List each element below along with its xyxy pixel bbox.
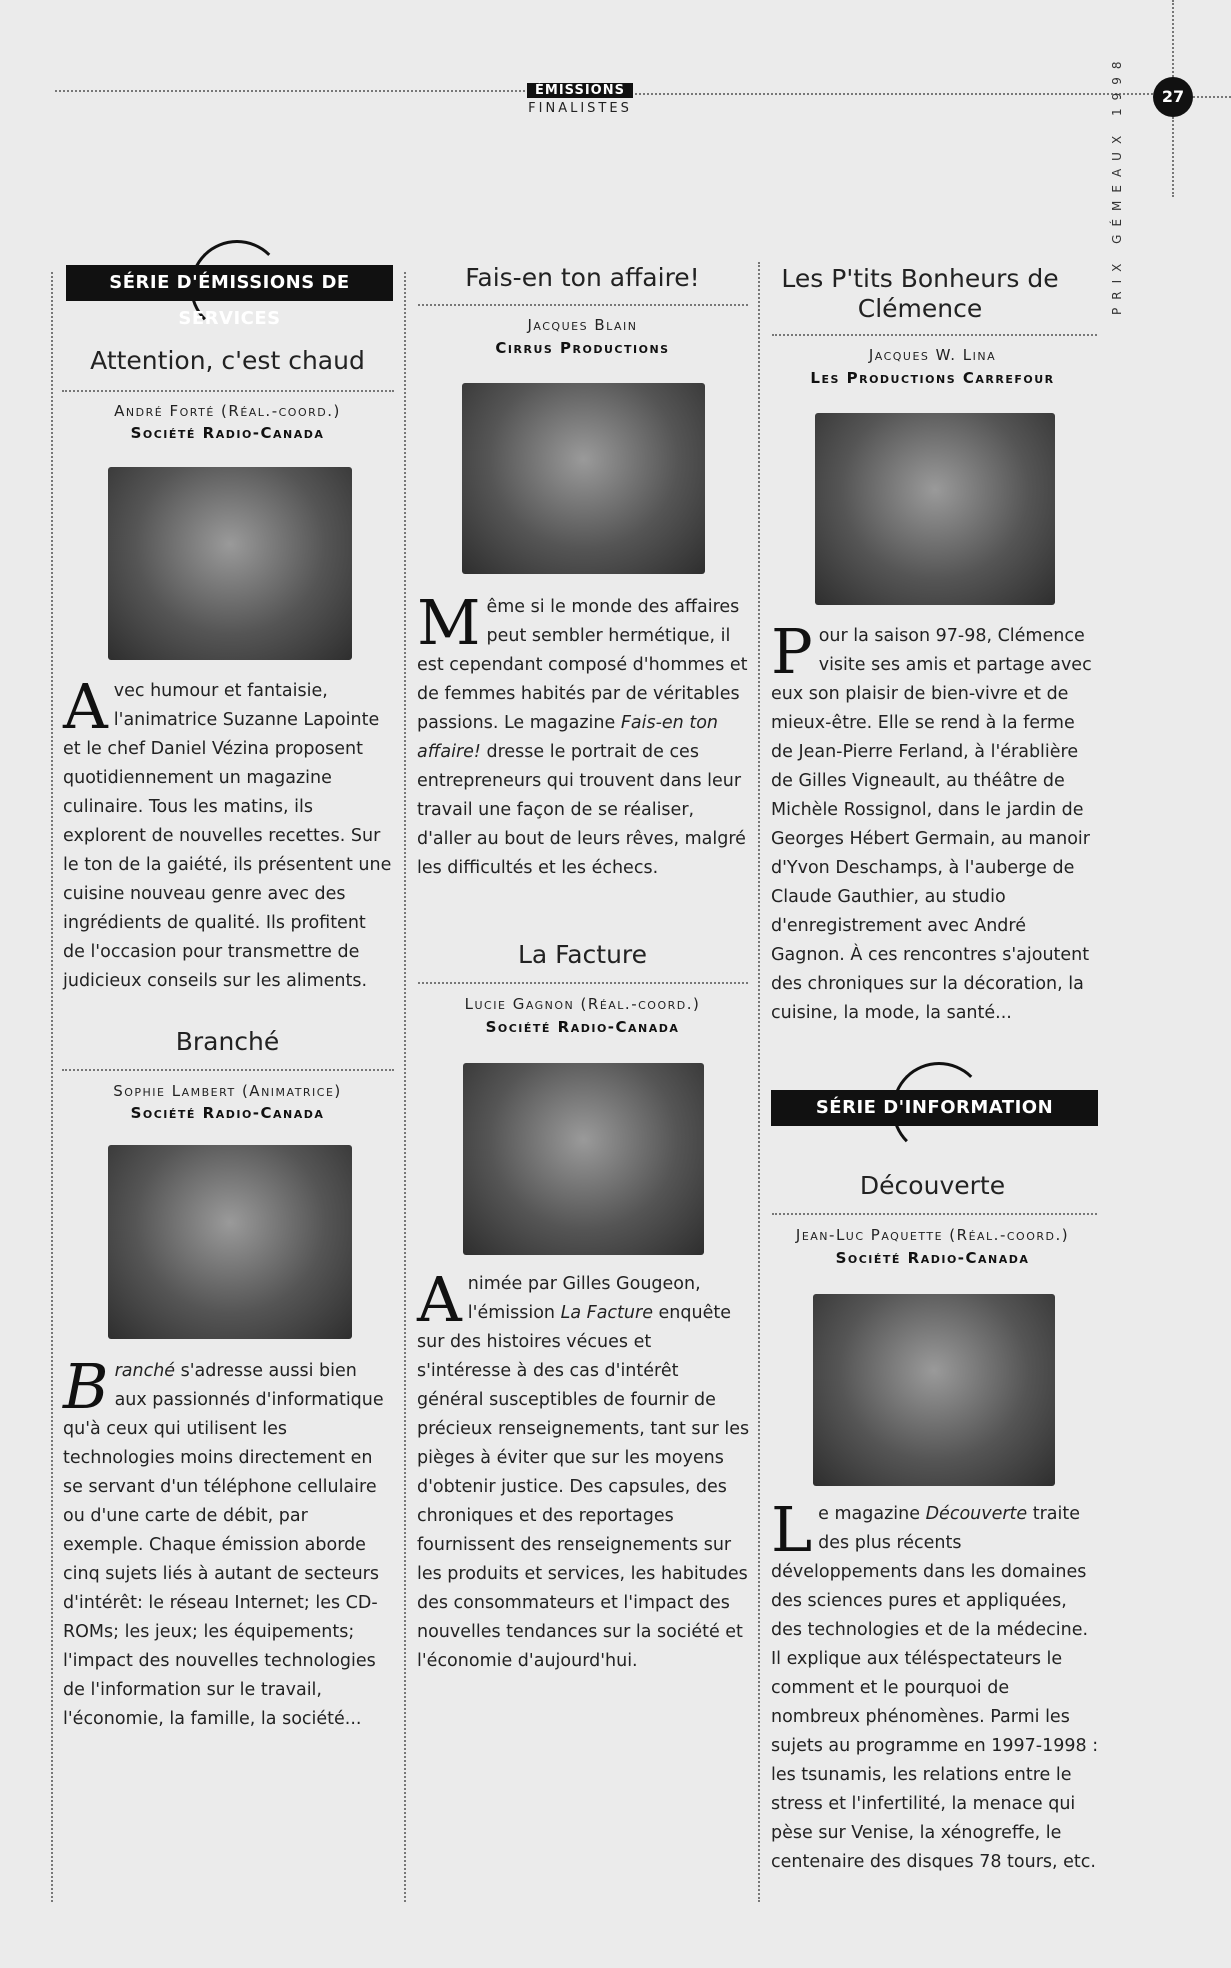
description-text: traite des plus récents développements dans les domaines des sciences pures et appliquées, des technologies et de la médecine. Il explique aux téléspectateurs le comment et le pourquoi de nombreux phénomènes. Parmi les sujets au programme en 1997-1998 : les tsunamis, les relations entre le stress et l'infertilité, la menace qui pèse sur Venise, la xénogreffe, le centenaire des disques 78 tours, etc. bbox=[771, 1504, 1099, 1872]
column-rule-1 bbox=[404, 272, 406, 1902]
title-rule bbox=[62, 390, 394, 392]
title-rule bbox=[772, 1213, 1097, 1215]
description-text: dresse le portrait de ces entrepreneurs qui trouvent dans leur travail une façon de se réaliser, d'aller au bout de leurs rêves, malgré les difficultés et les échecs. bbox=[417, 742, 746, 878]
description-text: nimée par Gilles Gougeon, l'émission bbox=[467, 1274, 701, 1323]
photo-attention bbox=[108, 467, 352, 660]
photo-decouverte bbox=[813, 1294, 1055, 1486]
description-text: e magazine bbox=[818, 1504, 926, 1524]
credit-person: Sophie Lambert (Animatrice) bbox=[113, 1082, 342, 1100]
credit-company: Société Radio-Canada bbox=[130, 1104, 325, 1122]
description-ptits-bonheurs bbox=[771, 615, 1101, 1028]
description-facture bbox=[417, 1263, 750, 1676]
drop-cap: P bbox=[771, 615, 813, 688]
description-text: vec humour et fantaisie, l'animatrice Suzanne Lapointe et le chef Daniel Vézina proposent quotidiennement un magazine culinaire. Tous les matins, ils explorent de nouvelles recettes. Sur le ton de la gaiété, ils présentent une cuisine nouveau genre avec des ingrédients de qualité. Ils profitent de l'occasion pour transmettre de judicieux conseils sur les aliments. bbox=[63, 681, 392, 991]
description-text: our la saison 97-98, Clémence visite ses amis et partage avec eux son plaisir de bien-vivre et de mieux-être. Elle se rend à la ferme de Jean-Pierre Ferland, à l'érablière de Gilles Vigneault, au théâtre de Michèle Rossignol, dans le jardin de Georges Hébert Germain, au manoir d'Yvon Deschamps, à l'auberge de Claude Gauthier, au studio d'enregistrement avec André Gagnon. À ces rencontres s'ajoutent des chroniques sur la décoration, la cuisine, la mode, la santé... bbox=[771, 626, 1092, 1023]
show-title-fais-en: Fais-en ton affaire! bbox=[465, 263, 700, 292]
credit-company: Cirrus Productions bbox=[495, 339, 670, 357]
description-emphasis: Fais-en ton affaire! bbox=[417, 713, 718, 762]
column-rule-left bbox=[51, 272, 53, 1902]
photo-fais-en bbox=[462, 383, 705, 574]
description-text: enquête sur des histoires vécues et s'intéresse à des cas d'intérêt général susceptibles de fournir de précieux renseignements, tant sur les pièges à éviter que sur les moyens d'obtenir justice. Des capsules, des chroniques et des reportages fournissent des renseignements sur les produits et services, les habitudes des consommateurs et l'impact des nouvelles tendances sur la société et l'économie d'aujourd'hui. bbox=[417, 1303, 750, 1671]
show-title-branche: Branché bbox=[175, 1027, 280, 1056]
vertical-title: PRIX GÉMEAUX 1998 bbox=[1110, 53, 1124, 315]
section-banner-services: SÉRIE D'ÉMISSIONS DE SERVICES bbox=[66, 265, 393, 301]
show-title-decouverte: Découverte bbox=[859, 1171, 1006, 1200]
drop-cap: L bbox=[771, 1493, 813, 1566]
credit-company: Les Productions Carrefour bbox=[810, 369, 1055, 387]
header-rule-left bbox=[55, 90, 525, 92]
page-number: 27 bbox=[1153, 77, 1193, 117]
drop-cap: M bbox=[417, 586, 481, 659]
drop-cap: A bbox=[417, 1263, 462, 1336]
photo-branche bbox=[108, 1145, 352, 1339]
credit-person: Jacques W. Lina bbox=[868, 346, 997, 364]
show-title-ptits-bonheurs: Les P'tits Bonheurs de Clémence bbox=[781, 264, 1059, 323]
description-branche bbox=[63, 1350, 393, 1734]
section-label: ÉMISSIONS bbox=[527, 83, 633, 98]
title-rule bbox=[62, 1069, 394, 1071]
section-banner-information: SÉRIE D'INFORMATION bbox=[771, 1090, 1098, 1126]
credit-person: André Forté (Réal.-coord.) bbox=[114, 402, 341, 420]
show-title-facture: La Facture bbox=[517, 940, 648, 969]
description-decouverte bbox=[771, 1493, 1101, 1877]
description-emphasis: Découverte bbox=[925, 1504, 1028, 1524]
credit-person: Jacques Blain bbox=[527, 316, 638, 334]
description-text: ême si le monde des affaires peut sembler hermétique, il est cependant composé d'hommes et de femmes habités par de véritables passions. Le magazine bbox=[417, 597, 748, 733]
drop-cap: B bbox=[63, 1350, 109, 1423]
photo-facture bbox=[463, 1063, 704, 1255]
title-rule bbox=[418, 304, 748, 306]
description-text: s'adresse aussi bien aux passionnés d'informatique qu'à ceux qui utilisent les technologies moins directement en se servant d'un téléphone cellulaire ou d'une carte de débit, par exemple. Chaque émission aborde cinq sujets liés à autant de secteurs d'intérêt: le réseau Internet; les CD-ROMs; les jeux; les équipements; l'impact des nouvelles technologies de l'information sur le travail, l'économie, la famille, la société... bbox=[63, 1361, 384, 1729]
description-emphasis: ranché bbox=[114, 1361, 176, 1381]
show-title-attention: Attention, c'est chaud bbox=[90, 346, 365, 375]
credit-company: Société Radio-Canada bbox=[485, 1018, 680, 1036]
description-fais-en bbox=[417, 586, 750, 883]
section-sublabel: FINALISTES bbox=[528, 101, 632, 116]
margin-rule-top bbox=[1172, 0, 1174, 77]
description-emphasis: La Facture bbox=[560, 1303, 653, 1323]
credit-company: Société Radio-Canada bbox=[835, 1249, 1030, 1267]
description-attention bbox=[63, 670, 393, 996]
title-rule bbox=[418, 982, 748, 984]
photo-ptits-bonheurs bbox=[815, 413, 1055, 605]
drop-cap: A bbox=[63, 670, 108, 743]
header-rule-right bbox=[635, 93, 1153, 95]
title-rule bbox=[772, 334, 1097, 336]
credit-company: Société Radio-Canada bbox=[130, 424, 325, 442]
header-rule-far-right bbox=[1193, 96, 1231, 98]
credit-person: Lucie Gagnon (Réal.-coord.) bbox=[464, 995, 701, 1013]
credit-person: Jean-Luc Paquette (Réal.-coord.) bbox=[795, 1226, 1070, 1244]
column-rule-2 bbox=[758, 262, 760, 1902]
margin-rule bbox=[1172, 117, 1174, 197]
